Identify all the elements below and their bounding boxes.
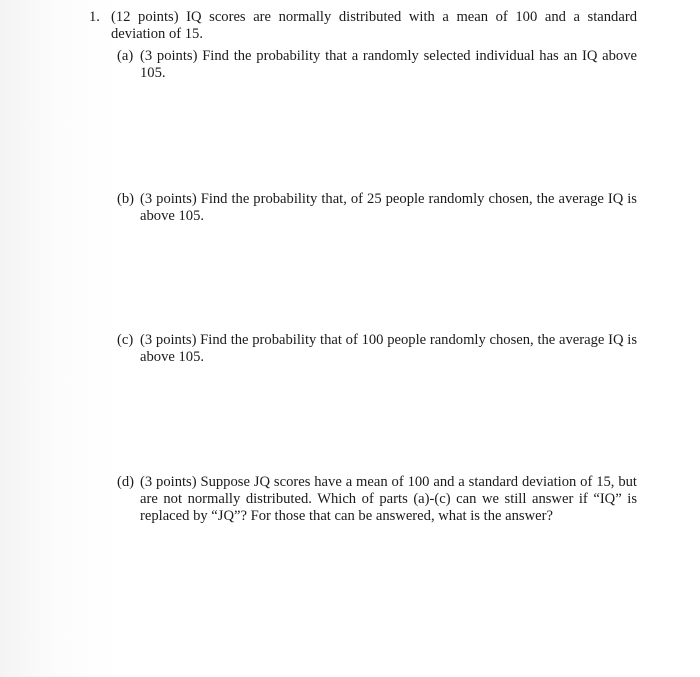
part-a-label: (a): [117, 48, 134, 64]
part-a: [117, 48, 637, 82]
problem-header: [89, 9, 637, 43]
part-d: [117, 474, 637, 525]
part-c: [117, 332, 637, 366]
part-b: [117, 191, 637, 225]
part-d-text: (3 points) Suppose JQ scores have a mean of 100 and a standard deviation of 15, but are not normally distributed. Which of parts (a)-(c) can we still answer if “IQ” is replaced by “JQ”? For those that can be answered, what is the answer?: [140, 474, 637, 524]
part-a-text: (3 points) Find the probability that a randomly selected individual has an IQ above 105.: [140, 48, 637, 81]
part-c-text: (3 points) Find the probability that of 100 people randomly chosen, the average IQ is above 105.: [140, 332, 637, 365]
part-b-text: (3 points) Find the probability that, of 25 people randomly chosen, the average IQ is above 105.: [140, 191, 637, 224]
part-c-label: (c): [117, 332, 134, 348]
part-b-label: (b): [117, 191, 135, 207]
part-d-label: (d): [117, 474, 135, 490]
problem-number: 1.: [89, 9, 100, 25]
problem-1: [89, 9, 637, 43]
problem-statement: (12 points) IQ scores are normally distributed with a mean of 100 and a standard deviation of 15.: [111, 9, 637, 42]
